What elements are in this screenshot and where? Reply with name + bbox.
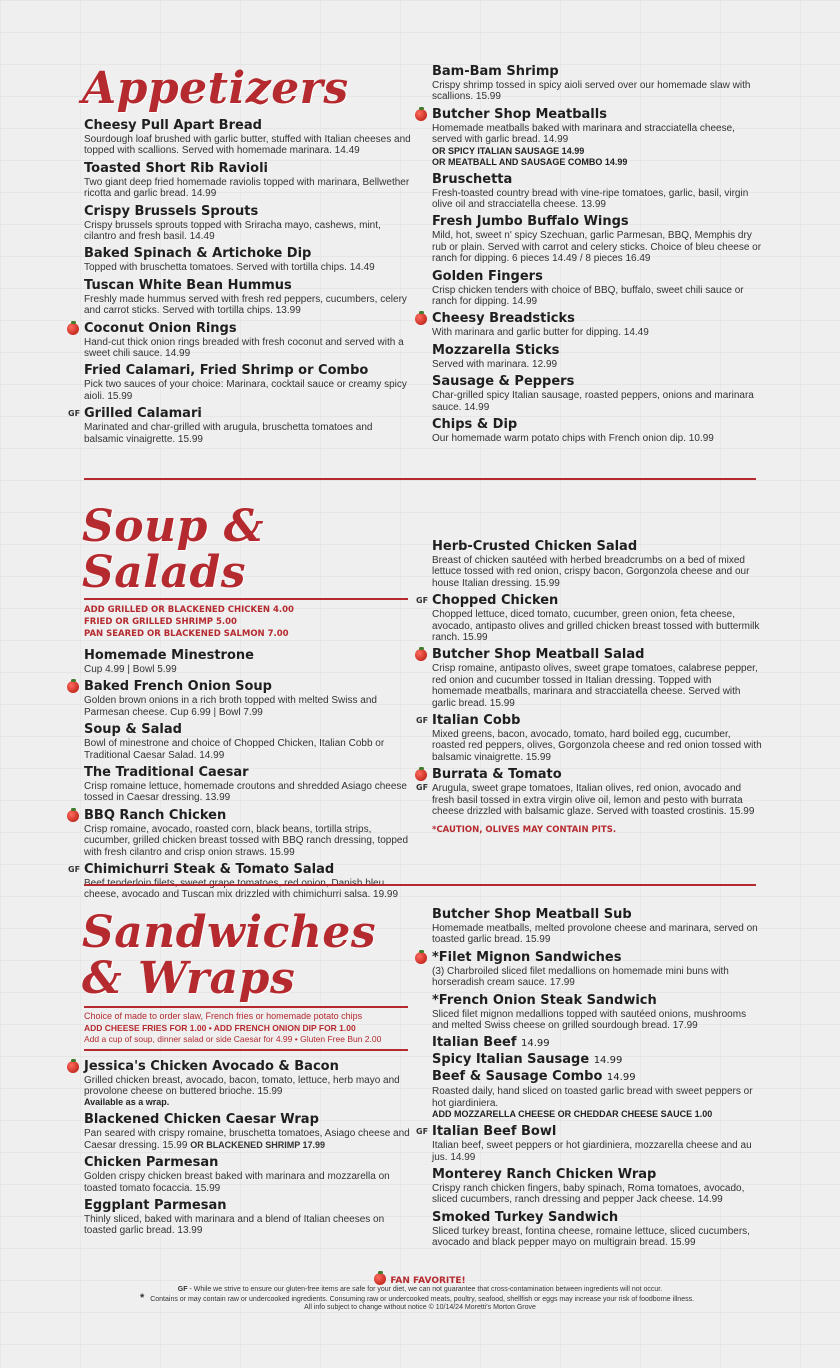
menu-item-name <box>84 1198 414 1214</box>
fan-favorite-tomato-icon <box>415 769 427 781</box>
menu-item <box>84 278 414 317</box>
menu-item-title: Italian Cobb <box>432 713 521 729</box>
menu-item-name <box>432 713 762 729</box>
menu-item-description <box>84 1128 414 1151</box>
menu-item <box>432 64 762 103</box>
appetizers-left-column <box>68 63 414 449</box>
menu-item <box>432 1167 762 1206</box>
menu-item-title: Bruschetta <box>432 171 513 187</box>
menu-item-description <box>432 966 762 989</box>
menu-item <box>84 1198 414 1237</box>
menu-item <box>416 767 762 818</box>
menu-item-title: Italian Beef <box>432 1035 517 1051</box>
menu-item-description-text: Char-grilled spicy Italian sausage, roasted peppers, onions and marinara sauce. 14.99 <box>432 390 754 413</box>
menu-item <box>84 1059 414 1109</box>
menu-item-title: BBQ Ranch Chicken <box>84 807 227 823</box>
soups-addons <box>84 604 414 640</box>
menu-item-title: Chimichurri Steak & Tomato Salad <box>84 862 335 878</box>
menu-item-description <box>432 923 762 946</box>
menu-item <box>432 1069 762 1120</box>
menu-item <box>432 374 762 413</box>
menu-item-name <box>84 1059 414 1075</box>
menu-item-name <box>84 204 414 220</box>
menu-item <box>416 713 762 763</box>
menu-item-description-text: Crispy brussels sprouts topped with Sriracha mayo, cashews, mint, cilantro and fresh basil. 14.49 <box>84 219 381 243</box>
tomato-icon <box>374 1273 386 1285</box>
menu-item-note: OR SPICY ITALIAN SAUSAGE 14.99 <box>432 145 585 156</box>
menu-item-description <box>84 738 414 761</box>
menu-item-description-text: Crisp chicken tenders with choice of BBQ, buffalo, sweet chili sauce or ranch for dipping. 14.99 <box>432 284 744 308</box>
appetizers-heading: Appetizers <box>82 63 349 114</box>
menu-item-name <box>432 1210 762 1226</box>
menu-item-name <box>84 765 414 781</box>
menu-item-description <box>432 188 762 211</box>
menu-item-description <box>84 294 414 317</box>
menu-item-title: Bam-Bam Shrimp <box>432 64 559 79</box>
menu-item-name <box>84 722 414 738</box>
menu-item-title: Blackened Chicken Caesar Wrap <box>84 1112 319 1128</box>
menu-item-name <box>432 539 762 555</box>
menu-item-title: Monterey Ranch Chicken Wrap <box>432 1167 657 1183</box>
menu-item-title: Butcher Shop Meatball Salad <box>432 647 645 663</box>
menu-item <box>84 679 414 718</box>
menu-item-description-text: Pick two sauces of your choice: Marinara, cocktail sauce or creamy spicy aioli. 15.99 <box>84 379 407 402</box>
menu-item-title: Crispy Brussels Sprouts <box>84 203 259 219</box>
soups-right-column <box>416 539 762 836</box>
menu-item-description-text: With marinara and garlic butter for dipping. 14.49 <box>432 327 649 339</box>
menu-item-description-text: Sourdough loaf brushed with garlic butter, stuffed with Italian cheeses and topped with scallions. Served with homemade marinara. 14.49 <box>84 134 411 157</box>
menu-item-name <box>432 907 762 923</box>
menu-item-description <box>84 220 414 243</box>
menu-item-description-text: Topped with bruschetta tomatoes. Served with tortilla chips. 14.49 <box>84 262 375 274</box>
menu-item-description-text: Freshly made hummus served with fresh red peppers, cucumbers, celery and carrot sticks. Served with tortilla chips. 13.99 <box>84 293 407 317</box>
menu-item-description-text: (3) Charbroiled sliced filet medallions on homemade mini buns with horseradish cream sauce. 17.99 <box>432 965 729 989</box>
fan-favorite-tomato-icon <box>415 649 427 661</box>
menu-item-title: Herb-Crusted Chicken Salad <box>432 539 638 554</box>
sandwiches-heading-rule <box>84 1006 408 1008</box>
menu-item-description <box>432 783 762 817</box>
menu-item-description-text: Crispy shrimp tossed in spicy aioli served over our homemade slaw with scallions. 15.99 <box>432 80 751 103</box>
menu-item <box>84 363 414 402</box>
menu-item-title: The Traditional Caesar <box>84 765 249 781</box>
soups-left-list <box>68 648 414 901</box>
menu-item <box>432 1210 762 1249</box>
menu-item-description <box>84 262 414 273</box>
menu-item-description <box>432 433 762 444</box>
menu-item-title: Chips & Dip <box>432 417 518 433</box>
menu-item-title: Baked Spinach & Artichoke Dip <box>84 246 312 262</box>
menu-item-name <box>84 321 414 337</box>
menu-item-description <box>432 327 762 338</box>
menu-item-description-text: Marinated and char-grilled with arugula, bruschetta tomatoes and balsamic vinaigrette. 15.99 <box>84 422 373 445</box>
menu-item <box>432 269 762 308</box>
menu-item <box>432 1052 762 1069</box>
menu-item-name <box>432 1035 762 1052</box>
menu-item-title: Smoked Turkey Sandwich <box>432 1209 619 1225</box>
menu-item-description-text: Crisp romaine lettuce, homemade croutons and shredded Asiago cheese tossed in Caesar dressing. 13.99 <box>84 781 407 804</box>
menu-item-name <box>84 862 414 878</box>
menu-item-description <box>84 878 414 901</box>
menu-item <box>432 311 762 338</box>
menu-item <box>432 993 762 1032</box>
menu-item <box>68 406 414 445</box>
menu-item-description-text: Chopped lettuce, diced tomato, cucumber, green onion, feta cheese, avocado, antipasto olives and grilled chicken breast tossed with buttermilk ranch. 15.99 <box>432 609 760 644</box>
menu-item-description-text: Two giant deep fried homemade raviolis topped with marinara, Bellwether ricotta and garlic bread. 14.99 <box>84 176 410 200</box>
soup-addon-line: PAN SEARED OR BLACKENED SALMON 7.00 <box>84 629 289 639</box>
menu-item <box>432 214 762 264</box>
menu-item-description <box>432 1183 762 1206</box>
menu-item-description-text: Crisp romaine, antipasto olives, sweet grape tomatoes, calabrese pepper, red onion and cucumber tossed in Italian dressing. Topped with homemade meatballs, marinara and stracciatella cheese. Served with garlic bread. 15.99 <box>432 663 758 709</box>
menu-item-title: Chicken Parmesan <box>84 1155 219 1171</box>
gluten-free-badge: GF <box>416 783 429 793</box>
menu-item <box>84 808 414 858</box>
menu-item-description-text: Cup 4.99 | Bowl 5.99 <box>84 664 177 675</box>
menu-item <box>432 107 762 168</box>
menu-item-description <box>432 609 762 643</box>
menu-item-name <box>84 406 414 422</box>
menu-item-upgrade: OR BLACKENED SHRIMP 17.99 <box>190 1139 326 1150</box>
fan-favorite-tomato-icon <box>67 681 79 693</box>
sandwiches-right-list <box>416 907 762 1249</box>
menu-item-description <box>84 1214 414 1237</box>
menu-item-description <box>84 379 414 402</box>
menu-item-note: ADD MOZZARELLA CHEESE OR CHEDDAR CHEESE SAUCE 1.00 <box>432 1109 713 1120</box>
menu-item-name <box>84 808 414 824</box>
menu-item-description <box>432 80 762 103</box>
menu-item-name <box>84 363 414 379</box>
raw-text: Contains or may contain raw or undercooked ingredients. Consuming raw or undercooked meats, poultry, seafood, shellfish or eggs may increase your risk of foodborne illness. <box>150 1296 695 1303</box>
menu-item-title: Coconut Onion Rings <box>84 320 237 336</box>
menu-item-title: Grilled Calamari <box>84 406 202 422</box>
menu-item-name <box>432 311 762 327</box>
menu-item-name <box>84 679 414 695</box>
menu-item-title: Soup & Salad <box>84 722 182 738</box>
gf-label: GF <box>177 1286 188 1293</box>
fan-favorite-label: FAN FAVORITE! <box>390 1276 466 1286</box>
menu-item-title: Spicy Italian Sausage <box>432 1052 590 1068</box>
menu-item-title: Chopped Chicken <box>432 593 559 609</box>
menu-item-title: Beef & Sausage Combo <box>432 1069 603 1085</box>
soups-right-list <box>416 539 762 818</box>
menu-item-description-text: Roasted daily, hand sliced on toasted garlic bread with sweet peppers or hot giardiniera. <box>432 1086 753 1109</box>
menu-item <box>432 172 762 211</box>
menu-item-title: Fresh Jumbo Buffalo Wings <box>432 214 629 230</box>
menu-item-description-text: Mild, hot, sweet n' spicy Szechuan, garlic Parmesan, BBQ, Memphis dry rub or plain. Served with carrot and celery sticks. Choice of bleu cheese or ranch for dipping. 6 pieces 14.49 / 8 pieces 16.49 <box>432 230 762 265</box>
menu-item-name <box>432 417 762 433</box>
menu-item <box>84 1155 414 1194</box>
menu-item-description <box>84 695 414 718</box>
menu-item-name <box>432 374 762 390</box>
menu-item-description <box>84 824 414 858</box>
menu-item-description-text: Sliced turkey breast, fontina cheese, romaine lettuce, sliced cucumbers, avocado and black pepper mayo on multigrain bread. 15.99 <box>432 1225 750 1249</box>
menu-item-name <box>84 278 414 294</box>
menu-item-description <box>432 555 762 589</box>
menu-item-title: *French Onion Steak Sandwich <box>432 992 657 1008</box>
menu-item <box>68 862 414 901</box>
menu-item <box>432 417 762 444</box>
menu-item-name <box>84 648 414 664</box>
fan-favorite-tomato-icon <box>67 1061 79 1073</box>
menu-item-name <box>432 172 762 188</box>
menu-item <box>432 343 762 370</box>
menu-item-description <box>432 390 762 413</box>
menu-item-description-text: Golden crispy chicken breast baked with marinara and mozzarella on toasted tomato focaccia. 15.99 <box>84 1171 390 1194</box>
sandwiches-left-column <box>82 907 414 1241</box>
menu-item-description <box>432 729 762 763</box>
menu-item-name <box>432 214 762 230</box>
menu-item-description-text: Arugula, sweet grape tomatoes, Italian olives, red onion, avocado and fresh basil tossed in extra virgin olive oil, lemon and pesto with burrata cheese drizzled with balsamic glaze. Served with toasted crostinis. 15.99 <box>432 783 755 818</box>
menu-item-description <box>432 1086 762 1109</box>
menu-item-title: Tuscan White Bean Hummus <box>84 277 292 293</box>
menu-item-description <box>84 781 414 804</box>
menu-item-description-text: Crisp romaine, avocado, roasted corn, black beans, tortilla strips, cucumber, grilled chicken breast tossed with BBQ ranch dressing, topped with fresh cilantro and crisp onion straws. 15.99 <box>84 823 409 858</box>
gluten-free-badge: GF <box>68 865 81 875</box>
asterisk: * <box>139 1292 145 1304</box>
section-divider <box>84 884 756 886</box>
menu-item <box>432 1035 762 1052</box>
menu-item-description <box>432 663 762 709</box>
gluten-free-badge: GF <box>416 1127 429 1137</box>
menu-item-title: Homemade Minestrone <box>84 648 254 663</box>
change-notice: All info subject to change without notice © 10/14/24 Moretti's Morton Grove <box>304 1304 536 1311</box>
sandwiches-heading-line1: Sandwiches <box>82 907 377 958</box>
menu-item <box>84 722 414 761</box>
sandwiches-sub-rule <box>84 1049 408 1051</box>
menu-item <box>432 907 762 946</box>
menu-item-name <box>84 118 414 134</box>
menu-item-description-text: Crispy ranch chicken fingers, baby spinach, Roma tomatoes, avocado, sliced cucumbers, ranch dressing and pepper Jack cheese. 14.99 <box>432 1183 745 1206</box>
menu-item <box>84 321 414 360</box>
menu-item-title: Butcher Shop Meatballs <box>432 106 607 122</box>
menu-item-title: Mozzarella Sticks <box>432 342 560 358</box>
menu-item <box>432 539 762 589</box>
menu-item-title: Butcher Shop Meatball Sub <box>432 907 632 922</box>
fan-favorite-tomato-icon <box>67 810 79 822</box>
menu-item-title: Cheesy Pull Apart Bread <box>84 118 262 133</box>
menu-item-description <box>432 230 762 264</box>
menu-item-name <box>432 647 762 663</box>
menu-item-name <box>432 107 762 123</box>
menu-item-price: 14.99 <box>521 1038 550 1050</box>
menu-item-name <box>84 161 414 177</box>
menu-item-description <box>432 285 762 308</box>
menu-item-description-text: Hand-cut thick onion rings breaded with fresh coconut and served with a sweet chili sauce. 14.99 <box>84 336 404 360</box>
gf-disclaimer <box>0 1285 840 1294</box>
gluten-free-badge: GF <box>68 409 81 419</box>
soups-left-column <box>68 501 414 905</box>
menu-item <box>84 1112 414 1151</box>
menu-item-description-text: Italian beef, sweet peppers or hot giardiniera, mozzarella cheese and au jus. 14.99 <box>432 1140 752 1163</box>
appetizers-right-column <box>432 64 762 449</box>
menu-item-description-text: Thinly sliced, baked with marinara and a blend of Italian cheeses on toasted garlic bread. 13.99 <box>84 1213 385 1237</box>
menu-item-description <box>84 664 414 675</box>
menu-item-title: Jessica's Chicken Avocado & Bacon <box>84 1058 339 1074</box>
soup-addon-line: ADD GRILLED OR BLACKENED CHICKEN 4.00 <box>84 605 294 615</box>
fan-favorite-tomato-icon <box>415 952 427 964</box>
appetizers-right-list <box>432 64 762 445</box>
appetizers-left-list <box>68 118 414 445</box>
menu-item <box>416 593 762 644</box>
menu-item <box>84 648 414 675</box>
menu-item-title: Cheesy Breadsticks <box>432 311 575 327</box>
menu-item-description-text: Sliced filet mignon medallions topped with sautéed onions, mushrooms and melted Swiss cheese on grilled sourdough bread. 17.99 <box>432 1008 747 1032</box>
olive-caution: *CAUTION, OLIVES MAY CONTAIN PITS. <box>432 824 617 835</box>
menu-item-description-text: Fresh-toasted country bread with vine-ripe tomatoes, garlic, basil, virgin olive oil and stracciatella cheese. 13.99 <box>432 187 749 211</box>
menu-item-description <box>432 1009 762 1032</box>
menu-item-title: Burrata & Tomato <box>432 767 562 783</box>
menu-item <box>416 1124 762 1163</box>
menu-item-name <box>84 1112 414 1128</box>
menu-item-description-text: Grilled chicken breast, avocado, bacon, tomato, lettuce, herb mayo and provolone cheese on buttered brioche. 15.99 <box>84 1074 400 1097</box>
menu-item-description <box>84 337 414 360</box>
fan-favorite-tomato-icon <box>415 109 427 121</box>
menu-item-name <box>84 246 414 262</box>
gf-text: - While we strive to ensure our gluten-free items are safe for your diet, we can not guarantee that cross-contamination between ingredients will not occur. <box>187 1286 663 1293</box>
menu-item-name <box>432 593 762 609</box>
sandwich-addcup: Add a cup of soup, dinner salad or side Caesar for 4.99 • Gluten Free Bun 2.00 <box>84 1034 382 1044</box>
sandwiches-heading-line2: & Wraps <box>82 953 296 1004</box>
menu-item-description-text: Golden brown onions in a rich broth topped with melted Swiss and Parmesan cheese. Cup 6.99 | Bowl 7.99 <box>84 695 377 718</box>
soup-addon-line: FRIED OR GRILLED SHRIMP 5.00 <box>84 617 237 627</box>
menu-item-name <box>432 767 762 783</box>
menu-item-description-text: Breast of chicken sautéed with herbed breadcrumbs on a bed of mixed lettuce tossed with red onion, crispy bacon, Gorgonzola cheese and our house Italian dressing. 15.99 <box>432 555 750 589</box>
menu-item-name <box>432 993 762 1009</box>
menu-item-note: Available as a wrap. <box>84 1097 170 1108</box>
soups-heading: Soup & Salads <box>82 501 264 598</box>
menu-item-title: Toasted Short Rib Ravioli <box>84 160 268 176</box>
menu-item-price: 14.99 <box>593 1055 623 1067</box>
menu-item <box>84 161 414 200</box>
menu-item-title: Fried Calamari, Fried Shrimp or Combo <box>84 363 369 379</box>
menu-item-description <box>84 422 414 445</box>
menu-item-description <box>432 123 762 146</box>
menu-item-description <box>432 1226 762 1249</box>
menu-item-title: Eggplant Parmesan <box>84 1197 227 1213</box>
menu-item <box>84 246 414 273</box>
menu-item-name <box>432 1124 762 1140</box>
menu-item-description-text: Homemade meatballs, melted provolone cheese and marinara, served on toasted garlic bread. 15.99 <box>432 923 758 946</box>
menu-item <box>84 204 414 243</box>
menu-item <box>84 118 414 157</box>
fan-favorite-tomato-icon <box>67 323 79 335</box>
menu-item-name <box>432 950 762 966</box>
soups-heading-rule <box>84 598 408 600</box>
menu-item-name <box>432 1167 762 1183</box>
menu-item-description-text: Homemade meatballs baked with marinara and stracciatella cheese, served with garlic bread. 14.99 <box>432 122 735 146</box>
menu-item <box>84 765 414 804</box>
fan-favorite-tomato-icon <box>415 313 427 325</box>
menu-item-name <box>432 64 762 80</box>
menu-item-title: *Filet Mignon Sandwiches <box>432 949 622 965</box>
gluten-free-badge: GF <box>416 716 429 726</box>
menu-item-description-text: Served with marinara. 12.99 <box>432 358 558 370</box>
menu-item <box>432 950 762 989</box>
gluten-free-badge: GF <box>416 596 429 606</box>
sandwiches-left-list <box>84 1059 414 1237</box>
menu-item-description <box>84 1075 414 1098</box>
menu-item-description-text: cheese, avocado and Tuscan mix drizzled with chimichurri salsa. 19.99 <box>84 889 399 901</box>
menu-item-title: Golden Fingers <box>432 268 543 284</box>
sandwich-side-choice: Choice of made to order slaw, French fries or homemade potato chips <box>84 1011 363 1021</box>
menu-item-title: Italian Beef Bowl <box>432 1124 557 1140</box>
menu-item-title: Baked French Onion Soup <box>84 679 272 695</box>
section-divider <box>84 478 756 480</box>
menu-item-description <box>432 359 762 370</box>
menu-item-note: OR MEATBALL AND SAUSAGE COMBO 14.99 <box>432 156 628 167</box>
menu-item-name <box>432 343 762 359</box>
menu-item-description <box>432 1140 762 1163</box>
menu-item-description-text: Bowl of minestrone and choice of Chopped Chicken, Italian Cobb or Traditional Caesar Salad. 14.99 <box>84 738 385 761</box>
menu-item-description <box>84 134 414 157</box>
menu-item-description-text: Pan seared with crispy romaine, bruschetta tomatoes, Asiago cheese and Caesar dressing. 15.99 <box>84 1128 410 1151</box>
menu-item-description <box>84 1171 414 1194</box>
menu-item-description <box>84 177 414 200</box>
menu-item-title: Sausage & Peppers <box>432 374 575 390</box>
menu-item-name <box>432 269 762 285</box>
menu-item <box>432 647 762 709</box>
menu-item-name <box>432 1069 762 1086</box>
menu-item-description-text: Mixed greens, bacon, avocado, tomato, hard boiled egg, cucumber, roasted red peppers, olives, Gorgonzola cheese and red onion tossed with balsamic vinaigrette. 15.99 <box>432 729 762 763</box>
menu-item-name <box>432 1052 762 1069</box>
menu-item-price: 14.99 <box>606 1072 636 1084</box>
menu-item-name <box>84 1155 414 1171</box>
menu-item-description-text: Our homemade warm potato chips with French onion dip. 10.99 <box>432 433 714 445</box>
sandwiches-right-column <box>416 907 762 1253</box>
sandwich-addon: ADD CHEESE FRIES FOR 1.00 • ADD FRENCH ONION DIP FOR 1.00 <box>84 1022 356 1033</box>
